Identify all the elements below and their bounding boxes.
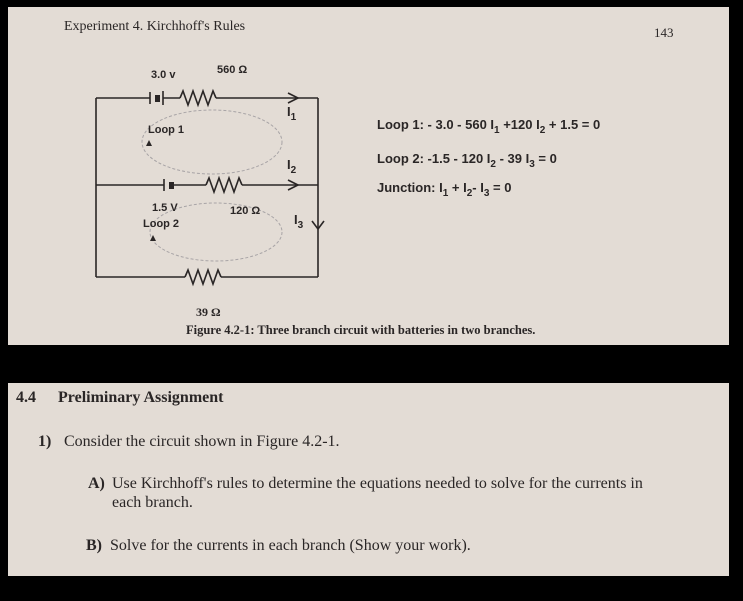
question-b-letter: B) bbox=[86, 537, 102, 554]
circuit-diagram bbox=[8, 7, 729, 345]
equation-loop2: Loop 2: -1.5 - 120 $I_2 - 39$ $I_3 = 0$ bbox=[377, 151, 557, 170]
loop1-path bbox=[142, 110, 282, 174]
equation-loop1: Loop 1: - 3.0 - 560 $I_1 +120$ $I_2 + 1.5 = 0$ bbox=[377, 117, 601, 136]
battery-middle bbox=[169, 182, 174, 189]
question-a-letter: A) bbox=[88, 475, 105, 492]
battery-top-plate-short bbox=[155, 95, 160, 102]
battery-middle-label: 1.5 V bbox=[152, 202, 178, 214]
resistor-middle-label: 120 Ω bbox=[230, 205, 261, 217]
resistor-bottom-label: 39 Ω bbox=[196, 305, 221, 319]
current-i1-label: $I_1$ bbox=[287, 104, 297, 123]
assignment-panel bbox=[8, 383, 729, 576]
figure-caption: Figure 4.2-1: Three branch circuit with batteries in two branches. bbox=[186, 323, 536, 337]
section-title: Preliminary Assignment bbox=[58, 389, 224, 406]
loop2-label: Loop 2 bbox=[143, 218, 180, 230]
resistor-top-label: 560 Ω bbox=[217, 64, 248, 76]
figure-panel bbox=[8, 7, 729, 345]
current-i2-label: $I_2$ bbox=[287, 157, 297, 176]
resistor-120 bbox=[206, 178, 242, 192]
current-i3-label: $I_3$ bbox=[294, 212, 304, 231]
page-header-title: Experiment 4. Kirchhoff's Rules bbox=[64, 19, 246, 34]
question-1-number: 1) bbox=[38, 433, 52, 450]
equation-junction: Junction: $I_1 + I_2-$ $I_3 = 0$ bbox=[377, 180, 512, 199]
question-a-line1: Use Kirchhoff's rules to determine the equations needed to solve for the currents in bbox=[112, 475, 643, 492]
question-1-text: Consider the circuit shown in Figure 4.2-1. bbox=[64, 433, 340, 450]
battery-top-label: 3.0 v bbox=[151, 69, 176, 81]
section-number: 4.4 bbox=[16, 389, 36, 406]
resistor-560 bbox=[180, 91, 216, 105]
loop1-arrow bbox=[146, 140, 152, 146]
question-a-line2: each branch. bbox=[112, 494, 193, 511]
question-b-text: Solve for the currents in each branch (Show your work). bbox=[110, 537, 471, 554]
loop1-label: Loop 1 bbox=[148, 124, 185, 136]
page-number: 143 bbox=[654, 25, 674, 40]
resistor-39 bbox=[185, 270, 221, 284]
